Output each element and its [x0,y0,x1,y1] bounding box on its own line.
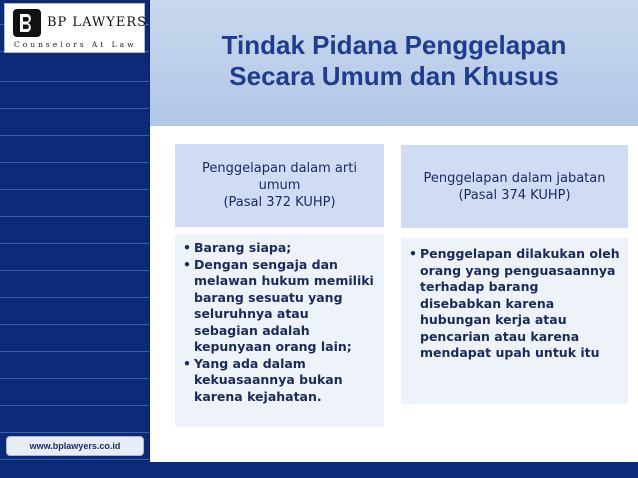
bottom-band [0,462,638,478]
left-heading-line-3: (Pasal 372 KUHP) [223,195,336,210]
right-heading-line-2: (Pasal 374 KUHP) [458,187,571,203]
list-item: • Barang siapa; [183,240,376,257]
left-heading-line-1: Penggelapan dalam arti [202,161,357,176]
bp-logo-icon [12,8,42,38]
left-sidebar [0,0,150,462]
page-title [150,30,638,92]
title-banner [150,0,638,126]
website-link[interactable]: www.bplawyers.co.id [6,436,144,456]
logo-name: BP LAWYERS [47,15,148,30]
right-column-body [401,238,628,404]
list-item: • Dengan sengaja dan melawan hukum memiliki barang sesuatu yang seluruhnya atau sebagian adalah kepunyaan orang lain; [183,257,376,356]
left-bullet-list [183,240,376,405]
title-line-2: Secara Umum dan Khusus [229,61,559,91]
title-line-1: Tindak Pidana Penggelapan [221,30,567,60]
list-item: • Yang ada dalam kekuasaannya bukan karena kejahatan. [183,356,376,406]
right-column-heading [401,145,628,228]
left-column-body [175,234,384,427]
right-heading-line-1: Penggelapan dalam jabatan [423,170,606,186]
left-heading-line-2: umum [258,178,301,193]
logo-tagline: Counselors At Law [14,40,137,49]
list-item: • Penggelapan dilakukan oleh orang yang penguasaannya terhadap barang disebabkan karena hubungan kerja atau pencarian atau karena mendapat upah untuk itu [409,246,620,362]
right-bullet-list [409,246,620,362]
left-column-heading [175,144,384,227]
logo [4,3,148,53]
